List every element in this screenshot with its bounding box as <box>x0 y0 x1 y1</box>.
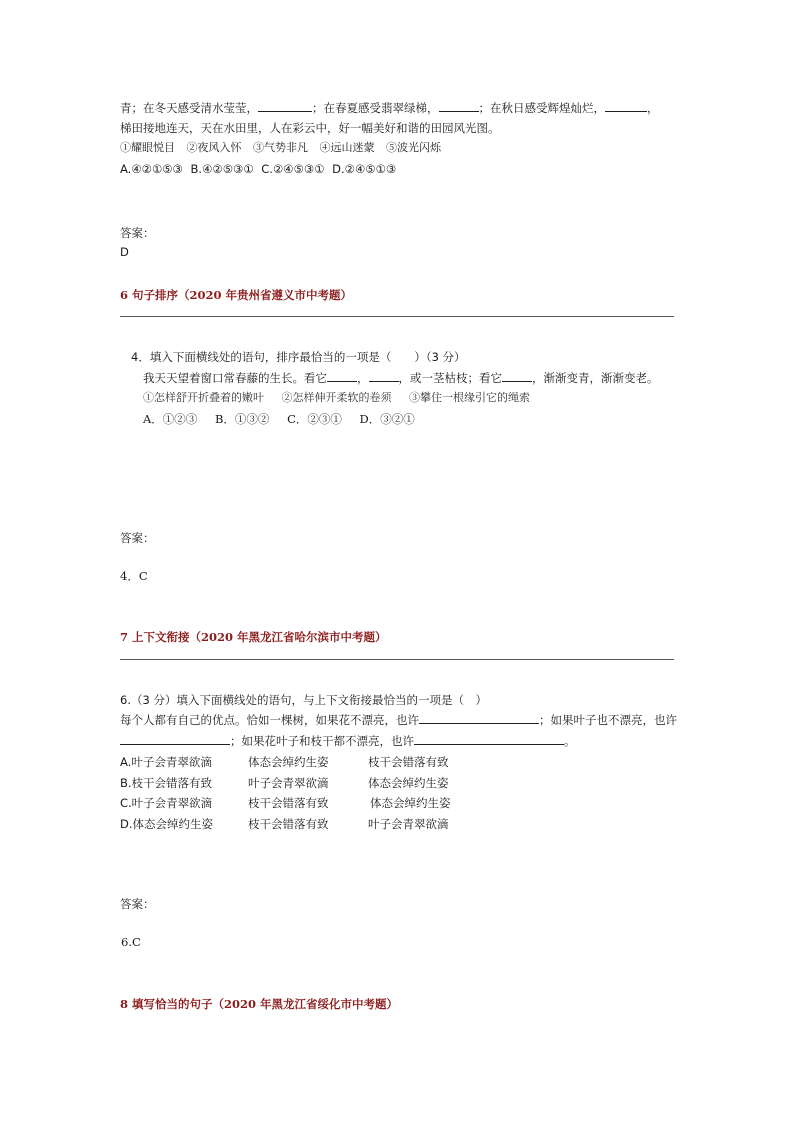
q5-option: ⑤波光闪烁 <box>386 141 441 154</box>
q6-text-part: ；如果叶子也不漂亮，也许 <box>539 713 677 727</box>
section-6-heading: 6 句子排序（2020 年贵州省遵义市中考题） <box>120 288 353 302</box>
q5-option: ②夜风入怀 <box>186 141 242 154</box>
q4-stem: 4．填入下面横线处的语句，排序最恰当的一项是（ ）（3 分） <box>131 350 466 364</box>
q6-text-part: 每个人都有自己的优点。恰如一棵树，如果花不漂亮，也许 <box>120 713 419 727</box>
q6-choice-cell: 体态会绰约生姿 <box>368 776 449 790</box>
q6-stem: 6.（3 分）填入下面横线处的语句，与上下文衔接最恰当的一项是（ ） <box>120 693 487 707</box>
q4-answer-label: 答案： <box>120 531 155 545</box>
q5-text: ， <box>647 101 659 115</box>
q6-choice-cell: 枝干会错落有致 <box>248 796 329 810</box>
q4-text-part: ， <box>357 371 369 385</box>
q5-text: ；在秋日感受辉煌灿烂， <box>478 101 605 115</box>
q5-answer: D <box>120 245 129 259</box>
q5-answer-label: 答案： <box>120 226 155 240</box>
q4-blank-2 <box>369 370 399 382</box>
q5-text: 青；在冬天感受清水莹莹， <box>120 101 258 115</box>
q4-choice: B．①③② <box>214 412 270 426</box>
q5-text: ；在春夏感受翡翠绿梯， <box>312 101 439 115</box>
q4-option: ②怎样伸开柔软的卷须 <box>281 391 392 404</box>
q6-text-line-1 <box>120 712 677 728</box>
q6-choice-cell: 体态会绰约生姿 <box>248 755 329 769</box>
section-7-heading: 7 上下文衔接（2020 年黑龙江省哈尔滨市中考题） <box>120 630 387 644</box>
q4-text <box>143 370 659 386</box>
q6-text-line-2 <box>120 733 576 749</box>
q6-choice-cell: D.体态会绰约生姿 <box>120 817 214 831</box>
q5-option: ④远山迷蒙 <box>319 141 375 154</box>
q4-choice: C．②③① <box>287 412 342 426</box>
q6-choice-a <box>120 754 449 770</box>
q4-blank-3 <box>502 370 532 382</box>
q6-choice-cell: 枝干会错落有致 <box>368 755 449 769</box>
q5-line-2: 梯田接地连天，天在水田里，人在彩云中，好一幅美好和谐的田园风光图。 <box>120 121 500 135</box>
q6-answer-label: 答案： <box>120 897 155 911</box>
q6-choice-cell: 叶子会青翠欲滴 <box>248 776 329 790</box>
q5-option: ①耀眼悦目 <box>120 141 175 154</box>
q4-choices <box>143 411 415 427</box>
q4-option: ①怎样舒开折叠着的嫩叶 <box>143 391 264 404</box>
q6-choice-cell: C.叶子会青翠欲滴 <box>120 796 213 810</box>
q4-blank-1 <box>327 370 357 382</box>
q5-choice: C.②④⑤③① <box>261 162 325 176</box>
q6-text-part: ；如果花叶子和枝干都不漂亮，也许 <box>230 734 414 748</box>
q6-choice-cell: 枝干会错落有致 <box>248 817 329 831</box>
q6-blank-2 <box>120 733 230 745</box>
q6-choice-cell: 体态会绰约生姿 <box>370 796 451 810</box>
q5-choice: A.④②①⑤③ <box>120 162 183 176</box>
q4-choice: A．①②③ <box>143 412 198 426</box>
q6-choice-c <box>120 795 451 811</box>
q4-text-part: ，或一茎枯枝；看它 <box>398 371 502 385</box>
q6-answer: 6.C <box>121 935 141 949</box>
q4-text-part: ，渐渐变青，渐渐变老。 <box>532 371 659 385</box>
q4-answer: 4．C <box>120 569 148 583</box>
q5-blank-1 <box>258 100 312 112</box>
q6-choice-cell: 叶子会青翠欲滴 <box>368 817 449 831</box>
q4-options <box>143 390 530 406</box>
q5-blank-2 <box>439 100 479 112</box>
q5-choice: B.④②⑤③① <box>190 162 254 176</box>
section-8-heading: 8 填写恰当的句子（2020 年黑龙江省绥化市中考题） <box>120 997 399 1011</box>
q6-choice-cell: B.枝干会错落有致 <box>120 776 213 790</box>
q6-choice-cell: A.叶子会青翠欲滴 <box>120 755 212 769</box>
q4-option: ③攀住一根缘引它的绳索 <box>409 391 530 404</box>
q6-choice-d <box>120 816 449 832</box>
section-7-divider <box>120 659 674 660</box>
q4-text-part: 我天天望着窗口常春藤的生长。看它 <box>143 371 327 385</box>
q5-options <box>120 140 441 156</box>
section-6-divider <box>120 316 674 317</box>
q5-line-1 <box>120 100 659 116</box>
q6-blank-3 <box>414 733 564 745</box>
q5-choice: D.②④⑤①③ <box>332 162 397 176</box>
q6-text-part: 。 <box>564 734 576 748</box>
q6-blank-1 <box>419 712 539 724</box>
q5-blank-3 <box>605 100 647 112</box>
q4-choice: D．③②① <box>359 412 415 426</box>
q5-choices <box>120 161 396 177</box>
q6-choice-b <box>120 775 449 791</box>
q5-option: ③气势非凡 <box>253 141 308 154</box>
